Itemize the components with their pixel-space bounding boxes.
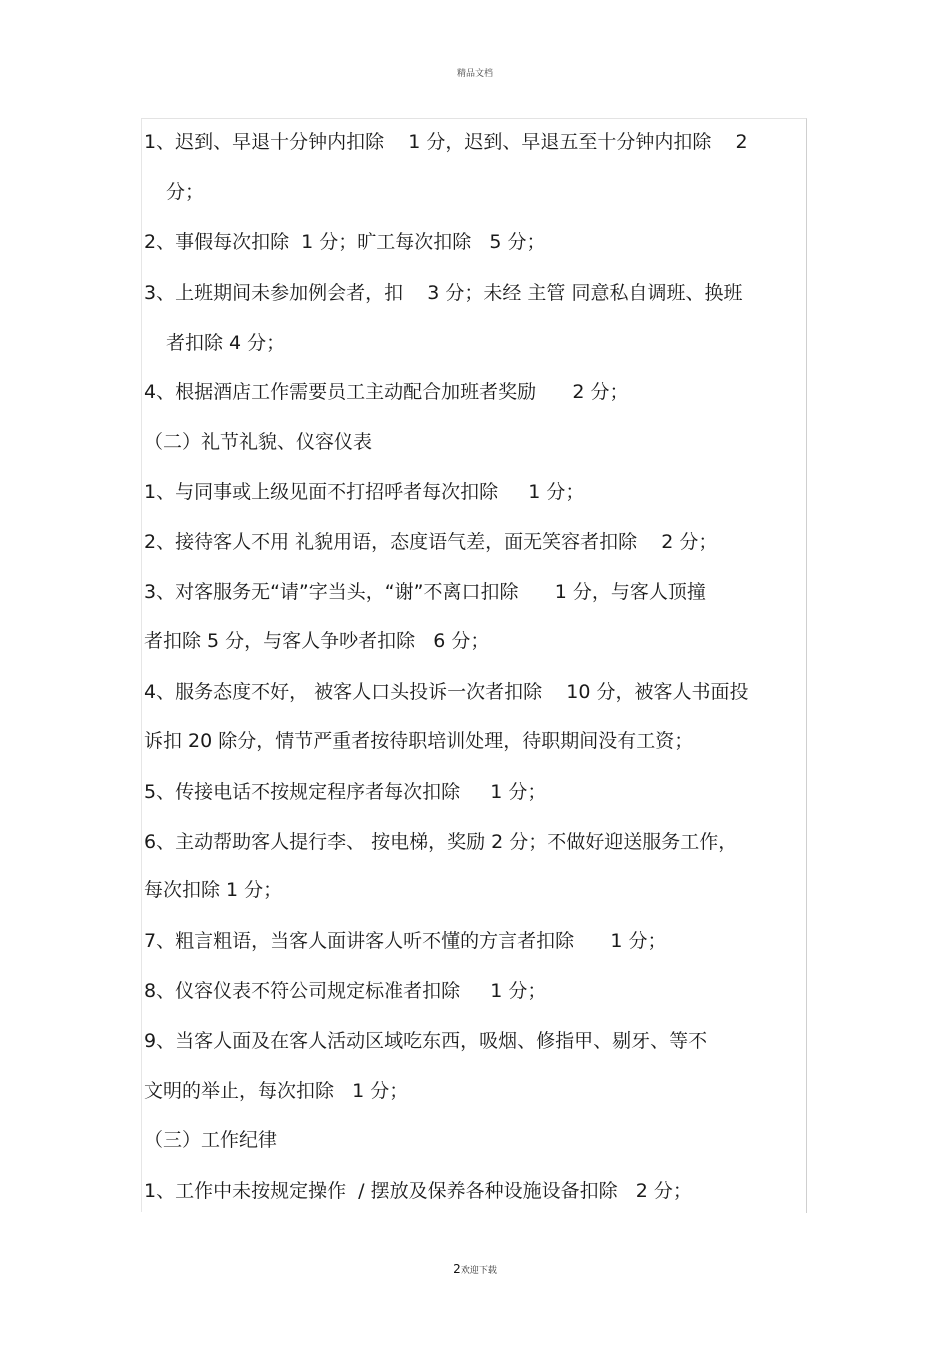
rule-line: 1、工作中未按规定操作 / 摆放及保养各种设施设备扣除 2 分； — [144, 1180, 692, 1202]
section-heading: （二）礼节礼貌、仪容仪表 — [144, 431, 373, 453]
rule-line: 诉扣 20 除分，情节严重者按待职培训处理，待职期间没有工资； — [144, 730, 694, 752]
page-number: 2 — [453, 1262, 461, 1276]
page-footer — [0, 1262, 950, 1276]
rule-line: 9、当客人面及在客人活动区域吃东西，吸烟、修指甲、剔牙、等不 — [144, 1030, 708, 1052]
rule-line: 3、上班期间未参加例会者，扣 3 分；未经 主管 同意私自调班、换班 — [144, 282, 743, 304]
rule-line: 文明的举止，每次扣除 1 分； — [144, 1080, 409, 1102]
page-header: 精品文档 — [456, 69, 493, 79]
rule-line: 3、对客服务无“请”字当头，“谢”不离口扣除 1 分，与客人顶撞 — [144, 581, 706, 603]
rule-line: 8、仪容仪表不符公司规定标准者扣除 1 分； — [144, 980, 547, 1002]
footer-text: 欢迎下载 — [460, 1266, 497, 1276]
rule-line: 1、与同事或上级见面不打招呼者每次扣除 1 分； — [144, 481, 585, 503]
rule-line: 7、粗言粗语，当客人面讲客人听不懂的方言者扣除 1 分； — [144, 930, 667, 952]
rule-line: 2、接待客人不用 礼貌用语，态度语气差，面无笑容者扣除 2 分； — [144, 531, 718, 553]
rule-line: 4、服务态度不好， 被客人口头投诉一次者扣除 10 分，被客人书面投 — [144, 681, 749, 703]
rule-line: 2、事假每次扣除 1 分；旷工每次扣除 5 分； — [144, 231, 546, 253]
rule-line: 1、迟到、早退十分钟内扣除 1 分，迟到、早退五至十分钟内扣除 2 — [144, 131, 748, 153]
rule-line: 4、根据酒店工作需要员工主动配合加班者奖励 2 分； — [144, 381, 629, 403]
rule-line: 者扣除 4 分； — [166, 332, 286, 354]
rule-line: 5、传接电话不按规定程序者每次扣除 1 分； — [144, 781, 547, 803]
rule-line: 6、主动帮助客人提行李、 按电梯，奖励 2 分；不做好迎送服务工作， — [144, 831, 738, 853]
rule-line: 者扣除 5 分，与客人争吵者扣除 6 分； — [144, 630, 490, 652]
rule-line: 每次扣除 1 分； — [144, 879, 283, 901]
rule-line: 分； — [166, 181, 205, 203]
section-heading: （三）工作纪律 — [144, 1129, 278, 1151]
